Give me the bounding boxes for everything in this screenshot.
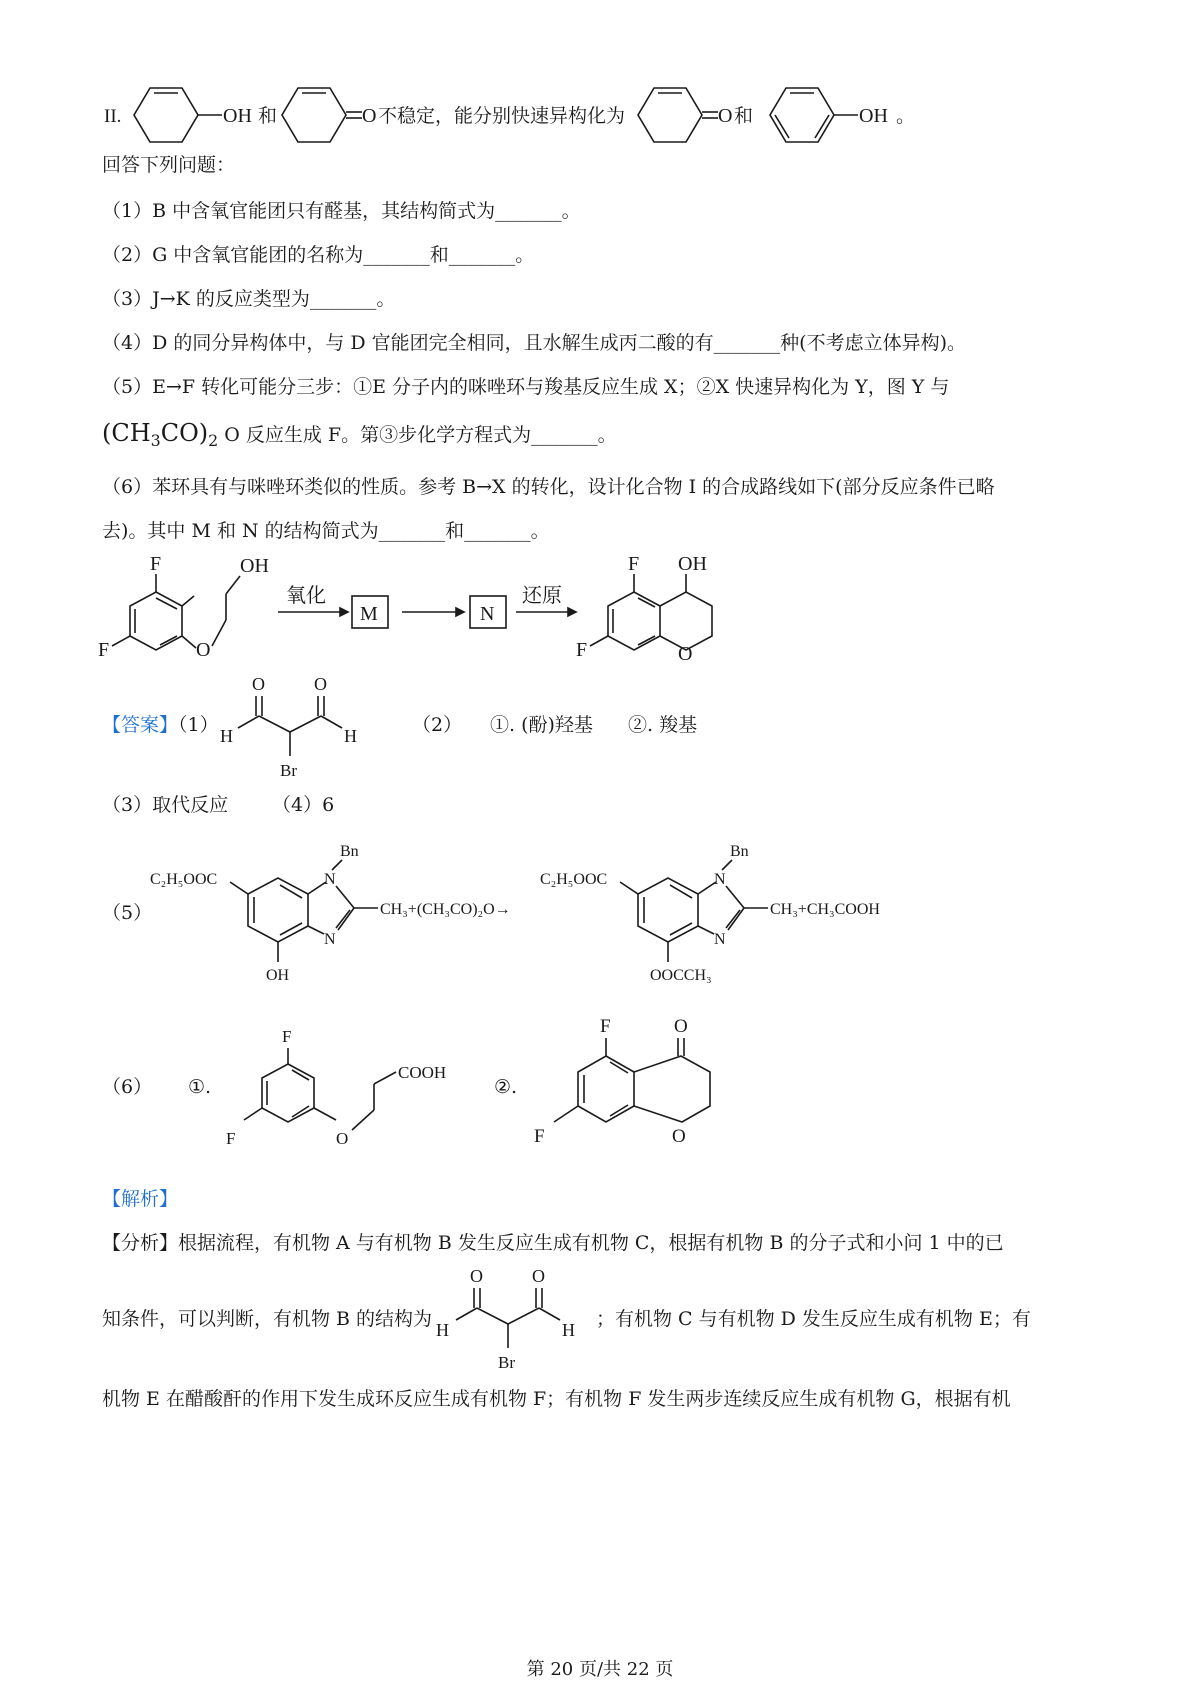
a1-h1: H <box>220 726 233 746</box>
route-m: M <box>360 603 378 625</box>
b-h1-bond <box>456 1308 477 1320</box>
analysis-p3: 机物 E 在醋酸酐的作用下发生成环反应生成有机物 F；有机物 F 发生两步连续反应生成有机物 G，根据有机 <box>102 1388 1011 1410</box>
a6-f1: F <box>282 1027 292 1046</box>
route-ring-d1 <box>156 598 177 609</box>
prod-f2: F <box>576 639 588 661</box>
analysis-b-structure <box>428 1262 588 1377</box>
a1-o1: O <box>252 674 265 694</box>
b-o1: O <box>470 1266 483 1286</box>
b-c2 <box>508 1308 539 1324</box>
answer-6-label: （6） <box>102 1076 153 1098</box>
a6-o-bond <box>314 1108 336 1120</box>
a5-n2: N <box>324 931 336 948</box>
a6-m-svg <box>212 1020 472 1155</box>
b-c1 <box>477 1308 508 1324</box>
prod-ring <box>608 592 660 650</box>
analysis-p2a: 知条件，可以判断，有机物 B 的结构为 <box>102 1308 433 1330</box>
a5-oac: OOCCH₃ <box>650 967 712 984</box>
route-chain1 <box>212 620 226 646</box>
a6-n-svg <box>520 1008 740 1168</box>
a5-l-c2d <box>336 910 350 928</box>
question-2: （2）G 中含氧官能团的名称为_______和_______。 <box>102 244 535 266</box>
a5-r-n4b <box>698 926 714 934</box>
ring-4 <box>770 88 834 142</box>
route-f2: F <box>98 639 110 661</box>
a6-n-benz <box>578 1056 634 1122</box>
intro-oh2: OH <box>859 105 888 127</box>
prod-f2-bond <box>590 636 608 646</box>
isomer-row <box>100 80 920 152</box>
a1-br: Br <box>280 761 297 780</box>
q5b-sub2: 2 <box>208 430 219 450</box>
answer-1-structure <box>210 670 370 785</box>
a5-r-benz <box>638 878 698 942</box>
analysis-p1: 【分析】根据流程，有机物 A 与有机物 B 发生反应生成有机物 C，根据有机物 B 的分子式和小问 1 中的已 <box>102 1232 1004 1254</box>
ring-1 <box>134 88 198 142</box>
a6-ro: O <box>672 1126 686 1147</box>
a1-o2: O <box>314 674 327 694</box>
route-methyl <box>182 596 194 606</box>
answer-2-2: ②. 羧基 <box>628 714 698 736</box>
answer-2-label: （2） <box>412 714 463 736</box>
route-chain3 <box>226 576 240 594</box>
answer-1-label: （1） <box>178 714 219 736</box>
isomer-svg <box>100 80 920 152</box>
answer-line-1 <box>102 712 219 738</box>
b-h1: H <box>436 1320 449 1340</box>
a5-l-benz <box>248 878 308 942</box>
route-arrow3-label: 还原 <box>522 585 562 607</box>
a5-n1: N <box>324 871 336 888</box>
route-arrow1-label: 氧化 <box>286 585 326 607</box>
a5-r-c2d <box>726 910 740 928</box>
prod-f1: F <box>628 553 640 575</box>
prod-oh: OH <box>678 553 707 575</box>
question-5a: （5）E→F 转化可能分三步：①E 分子内的咪唑环与羧基反应生成 X；②X 快速异构化为 Y，图 Y 与 <box>102 376 950 398</box>
route-n: N <box>480 603 495 625</box>
answer-2-1: ①. (酚)羟基 <box>490 714 593 736</box>
answer-6-n-structure <box>520 1008 740 1168</box>
answer-tag: 【答案】 <box>102 714 179 736</box>
a5-prod: CH₃+CH₃COOH <box>770 901 880 918</box>
a5-l-d2 <box>280 885 302 898</box>
answer-5-equation <box>148 838 928 998</box>
intro-he2: 和 <box>734 106 754 127</box>
route-o-bond <box>182 636 196 648</box>
b-br: Br <box>498 1353 515 1372</box>
a5-l-ester-bond <box>230 882 248 894</box>
a5-n3: N <box>714 871 726 888</box>
a6-chain1 <box>352 1110 374 1130</box>
prod-o: O <box>678 643 693 665</box>
q5b-pre: (CH <box>102 419 151 447</box>
a6-cooh: COOH <box>398 1063 447 1082</box>
analysis-p2b: ；有机物 C 与有机物 D 发生反应生成有机物 E；有 <box>596 1308 1031 1330</box>
a5-r-d3 <box>670 923 692 935</box>
question-4: （4）D 的同分异构体中，与 D 官能团完全相同，且水解生成丙二酸的有_______种(不考虑立体异构)。 <box>102 332 967 354</box>
a5-l-n2b <box>308 926 324 934</box>
a5-r-c2a <box>726 886 744 908</box>
a6-f2-bond <box>244 1108 262 1120</box>
answer-1-svg <box>210 670 370 785</box>
question-6b: 去)。其中 M 和 N 的结构简式为_______和_______。 <box>102 520 550 542</box>
b-h2: H <box>562 1320 575 1340</box>
b-h2-bond <box>539 1308 560 1320</box>
a5-r-bn-bond <box>722 860 732 870</box>
q5b-mid: CO) <box>160 419 209 447</box>
a6-o: O <box>336 1129 349 1148</box>
a6-f3: F <box>600 1016 611 1037</box>
a5-l-c2a <box>336 886 354 908</box>
a1-c2 <box>290 716 321 732</box>
intro-text1: 不稳定，能分别快速异构化为 <box>378 106 626 127</box>
prod-pyran <box>660 592 712 650</box>
intro-o2: O <box>718 105 733 127</box>
route-f1: F <box>150 553 162 575</box>
page-footer: 第 20 页/共 22 页 <box>526 1659 674 1680</box>
a5-bn2: Bn <box>730 843 749 860</box>
intro-o: O <box>362 105 377 127</box>
b-o2: O <box>532 1266 545 1286</box>
a6-f4-bond <box>554 1106 578 1122</box>
a5-r-d2 <box>670 885 692 898</box>
synthesis-route <box>90 550 730 670</box>
a1-h1-bond <box>238 716 259 728</box>
route-ring <box>130 592 182 650</box>
a6-m-ring <box>262 1064 314 1122</box>
intro-end: 。 <box>896 106 916 127</box>
route-arrow3-head <box>568 608 576 616</box>
route-o: O <box>196 639 211 661</box>
question-5b <box>102 420 617 454</box>
a5-oh: OH <box>266 967 290 984</box>
a5-right-ester: C₂H₅OOC <box>540 871 608 888</box>
intro-he1: 和 <box>258 106 278 127</box>
a1-h2: H <box>344 726 357 746</box>
intro-oh: OH <box>223 105 252 127</box>
ring-3 <box>638 88 702 142</box>
a5-left-ester: C₂H₅OOC <box>150 871 218 888</box>
a5-n4: N <box>714 931 726 948</box>
q5b-post: O 反应生成 F。第③步化学方程式为_______。 <box>218 424 617 446</box>
a5-ch3: CH₃+(CH₃CO)₂O→ <box>380 901 511 918</box>
a6-f2: F <box>226 1129 236 1148</box>
question-6a: （6）苯环具有与咪唑环类似的性质。参考 B→X 的转化，设计化合物 I 的合成路线如下(部分反应条件已略 <box>102 476 995 498</box>
answer-6-1: ①. <box>188 1076 212 1098</box>
ring-2 <box>282 88 346 142</box>
answer-3: （3）取代反应 <box>102 794 229 816</box>
route-arrow1-head <box>340 608 348 616</box>
question-3: （3）J→K 的反应类型为_______。 <box>102 288 396 310</box>
analysis-b-svg <box>428 1262 588 1377</box>
a5-l-d3 <box>280 923 302 935</box>
answer-6-2: ②. <box>494 1076 518 1098</box>
a5-l-bn-bond <box>332 860 342 870</box>
intro-label: II. <box>104 106 122 127</box>
answer-5-svg <box>148 838 928 998</box>
analysis-tag: 【解析】 <box>102 1188 179 1210</box>
a5-r-ester-bond <box>620 882 638 894</box>
route-arrow2-head <box>456 608 464 616</box>
a6-f4: F <box>534 1126 545 1147</box>
a5-bn1: Bn <box>340 843 359 860</box>
answer-4: （4）6 <box>272 794 335 816</box>
a1-c1 <box>259 716 290 732</box>
a1-h2-bond <box>321 716 342 728</box>
prompt: 回答下列问题： <box>102 154 236 176</box>
route-svg <box>90 550 730 670</box>
a6-n-pyranone <box>634 1056 710 1122</box>
a6-ko: O <box>674 1016 688 1037</box>
q5b-sub1: 3 <box>150 430 161 450</box>
a5-r-c2b <box>728 908 744 930</box>
a6-chain3 <box>374 1072 396 1084</box>
answer-5-label: （5） <box>102 902 153 924</box>
a5-l-c2b <box>338 908 354 930</box>
answer-6-m-structure <box>212 1020 472 1155</box>
route-f2-bond <box>112 636 130 646</box>
question-1: （1）B 中含氧官能团只有醛基，其结构简式为_______。 <box>102 200 581 222</box>
route-oh: OH <box>240 555 269 577</box>
